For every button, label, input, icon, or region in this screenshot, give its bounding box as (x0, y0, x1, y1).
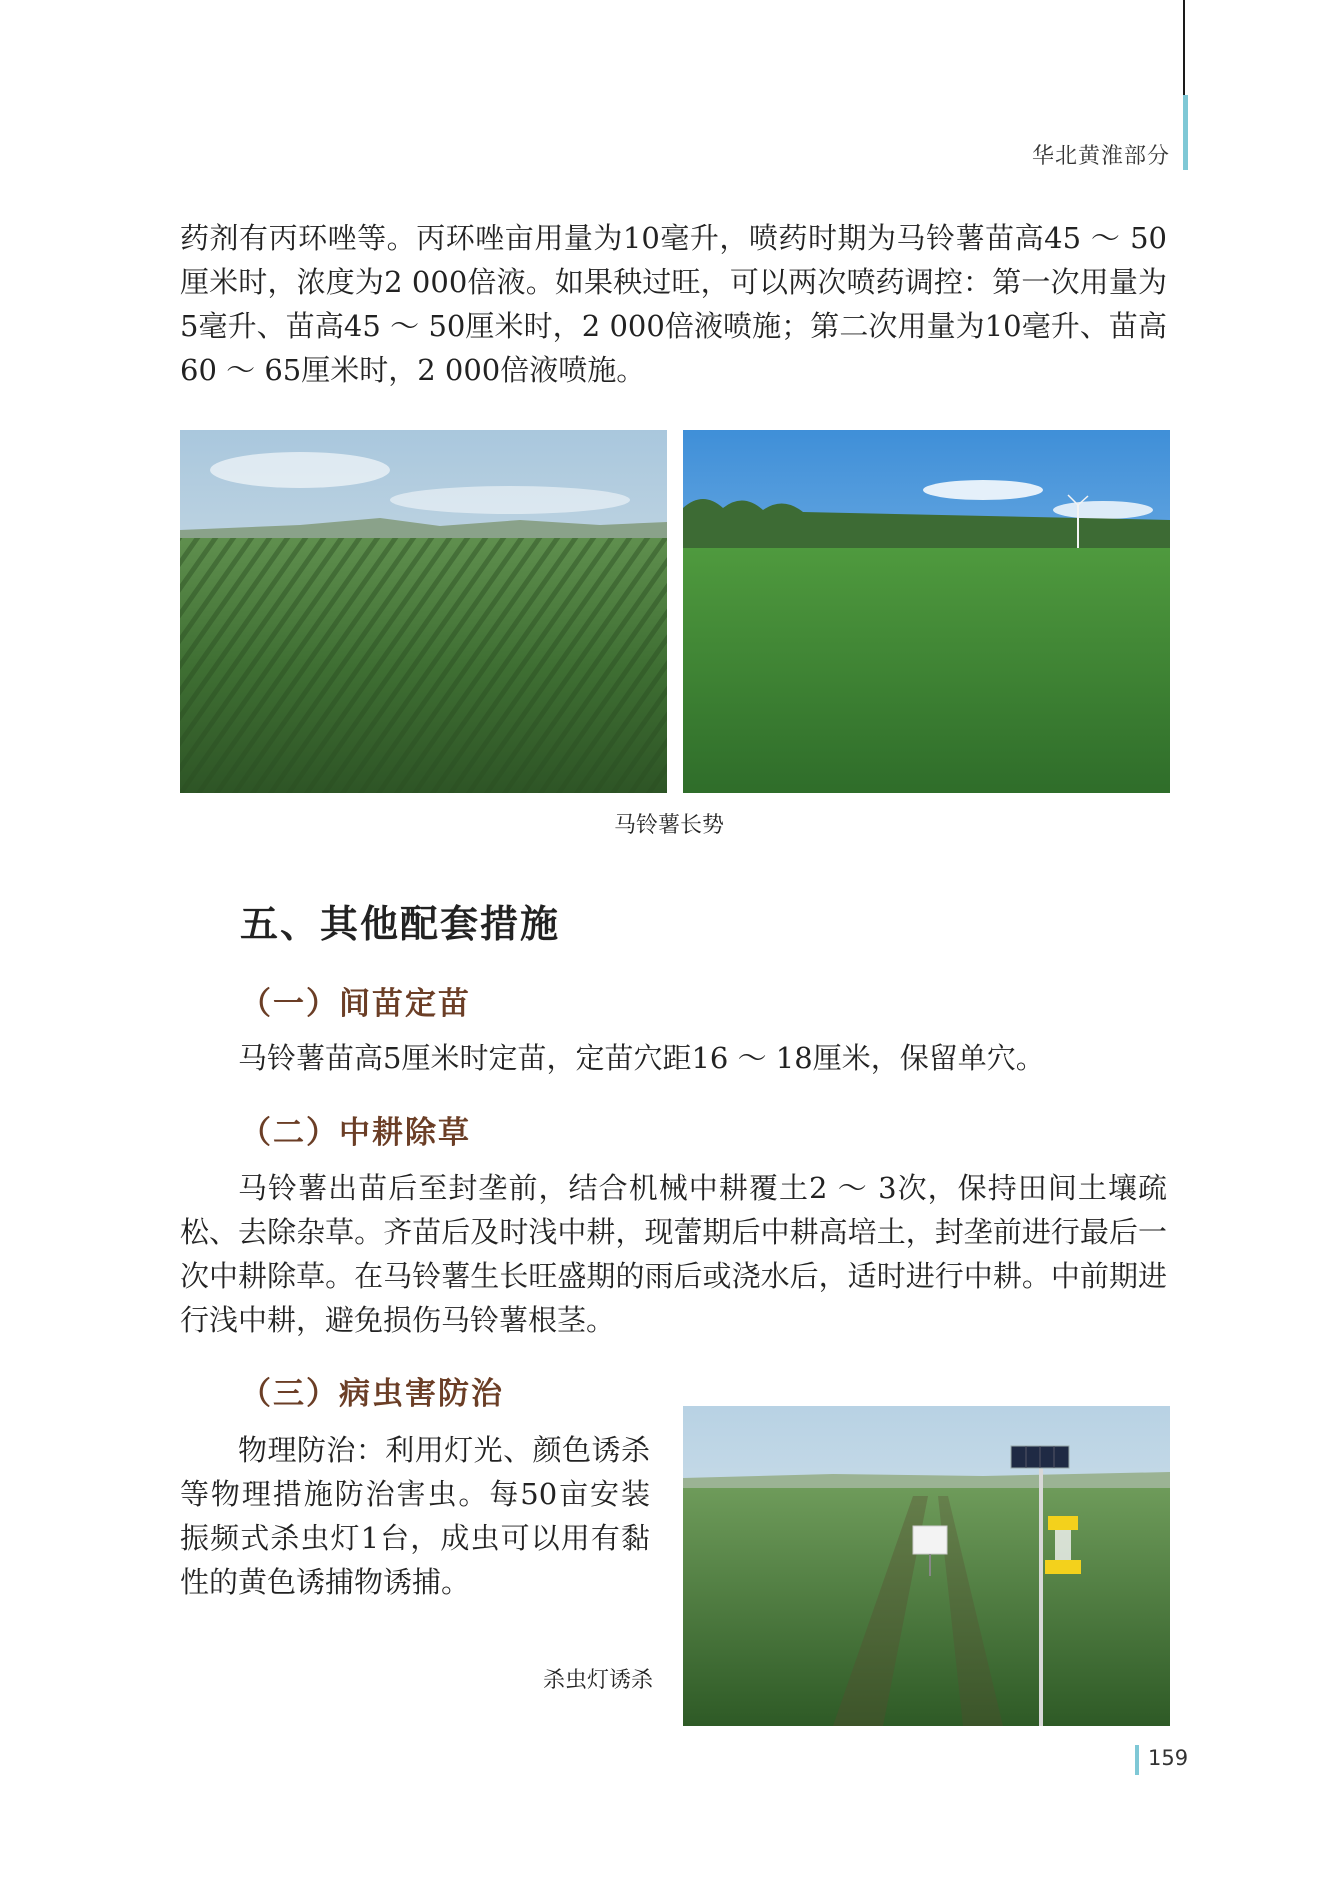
header-accent-bar (1183, 95, 1188, 170)
insect-lamp-photo (683, 1406, 1170, 1726)
paragraph-pest-control: 物理防治：利用灯光、颜色诱杀等物理措施防治害虫。每50亩安装振频式杀虫灯1台，成虫可以用有黏性的黄色诱捕物诱捕。 (180, 1433, 650, 1599)
paragraph-weeding: 马铃薯出苗后至封垄前，结合机械中耕覆土2 ～ 3次，保持田间土壤疏松、去除杂草。齐苗后及时浅中耕，现蕾期后中耕高培土，封垄前进行最后一次中耕除草。在马铃薯生长旺盛期的雨后或浇水后，适时进行中耕。中前期进行浅中耕，避免损伤马铃薯根茎。 (180, 1171, 1167, 1337)
subsection-title-pest-control: （三）病虫害防治 (240, 1376, 504, 1412)
figure-caption-growth: 马铃薯长势 (614, 813, 725, 838)
page-number: 159 (1148, 1746, 1189, 1770)
paragraph-thinning: 马铃薯苗高5厘米时定苗，定苗穴距16 ～ 18厘米，保留单穴。 (238, 1041, 1045, 1075)
page-number-bar (1135, 1745, 1139, 1775)
potato-field-photo-left (180, 430, 667, 793)
figure-caption-insect-lamp: 杀虫灯诱杀 (543, 1668, 654, 1693)
running-head: 华北黄淮部分 (1031, 144, 1170, 169)
potato-field-photo-right (683, 430, 1170, 793)
paragraph-continued: 药剂有丙环唑等。丙环唑亩用量为10毫升，喷药时期为马铃薯苗高45 ～ 50厘米时，浓度为2 000倍液。如果秧过旺，可以两次喷药调控：第一次用量为5毫升、苗高45 ～ 50厘米时，2 000倍液喷施；第二次用量为10毫升、苗高60 ～ 65厘米时，2 000倍液喷施。 (180, 221, 1167, 387)
subsection-title-weeding: （二）中耕除草 (240, 1115, 471, 1151)
subsection-title-thinning: （一）间苗定苗 (240, 986, 471, 1022)
section-title: 五、其他配套措施 (240, 902, 561, 946)
